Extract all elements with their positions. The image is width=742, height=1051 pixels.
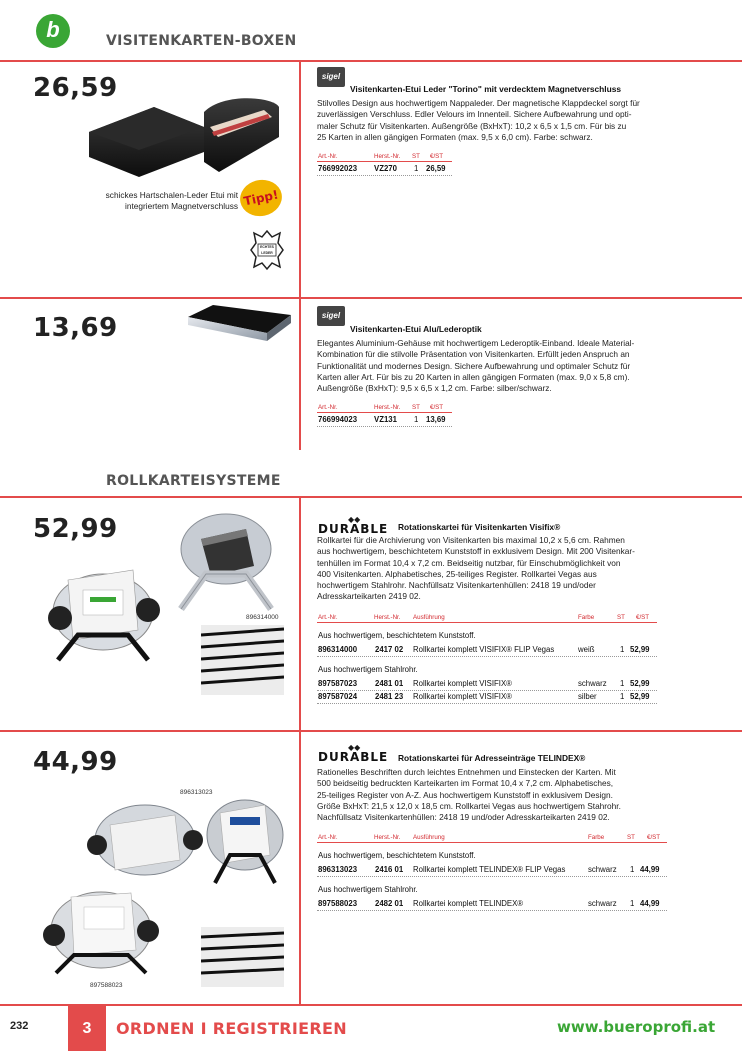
product4-row-1 <box>318 865 668 875</box>
herst-nr: 2417 02 <box>375 645 404 654</box>
desc-line: hochwertigem Stahlrohr. Nachfüllsatz Visitenkartenhüllen: 2418 19 und/oder <box>317 580 596 591</box>
th-farbe: Farbe <box>578 614 595 621</box>
brand-logo: b <box>36 14 70 48</box>
th-herst: Herst.-Nr. <box>374 614 401 621</box>
row-divider <box>317 426 452 427</box>
durable-wordmark: DURABLE <box>318 522 389 536</box>
art-nr: 896313023 <box>318 865 358 874</box>
herst-nr: VZ270 <box>374 164 397 173</box>
product3-description <box>317 535 697 603</box>
desc-line: Nachfüllsatz Visitenkartenhüllen: 2418 19 und/oder Adresskarteikarten 2419 02. <box>317 812 610 823</box>
product4-image-main <box>85 795 285 885</box>
th-art: Art.-Nr. <box>318 834 338 841</box>
art-nr: 897587024 <box>318 692 358 701</box>
product3-group2-label: Aus hochwertigem Stahlrohr. <box>318 665 418 674</box>
th-eur: €/ST <box>430 404 444 411</box>
product2-title: Visitenkarten-Etui Alu/Lederoptik <box>350 324 482 334</box>
th-eur: €/ST <box>636 614 650 621</box>
row-divider <box>317 876 667 877</box>
art-nr: 897587023 <box>318 679 358 688</box>
th-eur: €/ST <box>647 834 661 841</box>
desc-line: Karten aller Art. Für bis zu 20 Karten in allen gängigen Formaten (max. 9,0 x 5,8 cm). <box>317 371 630 382</box>
art-nr: 897588023 <box>318 899 358 908</box>
product1-row <box>318 164 446 173</box>
st: 1 <box>414 415 419 424</box>
herst-nr: 2482 01 <box>375 899 404 908</box>
th-art: Art.-Nr. <box>318 404 338 411</box>
desc-line: Kombination für die stilvolle Präsentation von Visitenkarten. Erfüllt jeden Anspruch an <box>317 349 630 360</box>
farbe: silber <box>578 692 597 701</box>
leather-icon <box>250 229 284 271</box>
art-nr: 766994023 <box>318 415 358 424</box>
table-rule <box>317 622 657 623</box>
ausfuehrung: Rollkartei komplett VISIFIX® FLIP Vegas <box>413 645 555 654</box>
ausfuehrung: Rollkartei komplett VISIFIX® <box>413 679 512 688</box>
th-eur: €/ST <box>430 153 444 160</box>
product3-image-main <box>38 540 168 665</box>
row-divider <box>317 690 657 691</box>
product3-title: Rotationskartei für Visitenkarten Visifix® <box>398 522 561 532</box>
desc-line: Funktionalität und modernes Design. Sichere Aufbewahrung und optimaler Schutz für <box>317 360 631 371</box>
product4-row-2 <box>318 899 668 909</box>
herst-nr: VZ131 <box>374 415 397 424</box>
product3-image-detail <box>201 625 284 695</box>
herst-nr: 2481 23 <box>375 692 404 701</box>
desc-line: maler Schutz für Visitenkarten. Außengröße (BxHxT): 10,2 x 6,5 x 1,5 cm. Für bis zu <box>317 120 627 131</box>
row-price: 52,99 <box>630 679 650 688</box>
product4-sku-label-1: 896313023 <box>180 789 213 796</box>
section2-divider <box>0 496 742 498</box>
row-price: 44,99 <box>640 899 660 908</box>
row-price: 44,99 <box>640 865 660 874</box>
table-rule <box>317 842 667 843</box>
page-number: 232 <box>10 1020 29 1032</box>
desc-line: 500 beidseitig bedruckten Karteikarten im Format 10,4 x 7,2 cm. Alphabetisches, <box>317 778 614 789</box>
product3-row-1 <box>318 645 658 655</box>
th-herst: Herst.-Nr. <box>374 834 401 841</box>
desc-line: 25-teiliges Register von A-Z. Aus hochwertigem Kunststoff in exklusivem Design. <box>317 789 613 800</box>
st: 1 <box>620 679 625 688</box>
product1-brand-logo: sigel <box>317 67 345 87</box>
product4-group2-label: Aus hochwertigem Stahlrohr. <box>318 885 418 894</box>
section-title-visitenkarten: VISITENKARTEN-BOXEN <box>106 33 297 49</box>
farbe: weiß <box>578 645 595 654</box>
product4-price: 44,99 <box>33 747 118 777</box>
row-price: 52,99 <box>630 692 650 701</box>
product2-brand-logo: sigel <box>317 306 345 326</box>
row-price: 52,99 <box>630 645 650 654</box>
art-nr: 766992023 <box>318 164 358 173</box>
herst-nr: 2416 01 <box>375 865 404 874</box>
th-herst: Herst.-Nr. <box>374 404 401 411</box>
desc-line: zuverlässigen Verschluss. Edler Velours im Innenteil. Sichere Aufbewahrung und opti- <box>317 109 632 120</box>
row-divider <box>317 910 667 911</box>
chapter-number: 3 <box>68 1006 106 1051</box>
product3-sku-label: 896314000 <box>246 614 279 621</box>
product-divider <box>0 730 742 732</box>
table-rule <box>317 161 452 162</box>
st: 1 <box>620 692 625 701</box>
column-divider-top <box>299 60 301 450</box>
th-ausf: Ausführung <box>413 614 445 621</box>
desc-line: 25 Karten in allen gängigen Formaten (max. 9,5 x 6,0 cm). Farbe: schwarz. <box>317 131 593 142</box>
desc-line: Adresskarteikarten 2419 02. <box>317 591 421 602</box>
product4-sku-label-2: 897588023 <box>90 982 123 989</box>
product1-title: Visitenkarten-Etui Leder "Torino" mit verdecktem Magnetverschluss <box>350 84 622 94</box>
th-st: ST <box>412 404 420 411</box>
th-ausf: Ausführung <box>413 834 445 841</box>
product1-price: 26,59 <box>33 73 118 103</box>
tipp-badge: Tipp! <box>237 176 286 220</box>
farbe: schwarz <box>578 679 607 688</box>
product4-brand-logo <box>316 743 396 764</box>
chapter-title: ORDNEN I REGISTRIEREN <box>116 1019 347 1038</box>
header-divider <box>0 60 742 62</box>
desc-line: Rollkartei für die Archivierung von Visitenkarten bis maximal 10,2 x 5,6 cm. Rahmen <box>317 535 625 545</box>
durable-arrows-icon: ◆◆ <box>348 515 361 524</box>
product3-image-silver <box>166 504 286 616</box>
art-nr: 896314000 <box>318 645 358 654</box>
product4-title: Rotationskartei für Adresseinträge TELINDEX® <box>398 753 586 763</box>
section-title-rollkartei: ROLLKARTEISYSTEME <box>106 473 281 489</box>
product2-description <box>317 338 697 394</box>
desc-line: Elegantes Aluminium-Gehäuse mit hochwertigem Lederoptik-Einband. Ideale Material- <box>317 338 635 348</box>
product1-caption-line2: integriertem Magnetverschluss <box>125 201 238 211</box>
product4-image-detail <box>201 927 284 987</box>
table-rule <box>317 412 452 413</box>
product1-caption-line1: schickes Hartschalen-Leder Etui mit <box>105 190 238 200</box>
durable-arrows-icon: ◆◆ <box>348 743 361 752</box>
desc-line: Stilvolles Design aus hochwertigem Nappaleder. Der magnetische Klappdeckel sorgt für <box>317 98 640 108</box>
th-st: ST <box>412 153 420 160</box>
th-herst: Herst.-Nr. <box>374 153 401 160</box>
row-divider <box>317 175 452 176</box>
row-divider <box>317 703 657 704</box>
product4-description <box>317 767 697 823</box>
desc-line: 400 Visitenkarten. Alphabetisches, 25-teiliges Register. Rollkartei Vegas aus <box>317 568 597 579</box>
column-divider-bottom <box>299 496 301 1004</box>
desc-line: Rationelles Beschriften durch leichtes Entnehmen und Einstecken der Karten. Mit <box>317 767 616 777</box>
product4-image-secondary <box>36 875 166 975</box>
desc-line: aus hochwertigem, beschichtetem Kunststoff in exklusivem Design. Mit 200 Visitenkar- <box>317 546 635 557</box>
desc-line: tenhüllen im Format 10,4 x 7,2 cm. Beidseitig nutzbar, für Einschubmöglichkeit von <box>317 557 621 568</box>
st: 1 <box>630 899 635 908</box>
st: 1 <box>630 865 635 874</box>
product-divider <box>0 297 742 299</box>
ausfuehrung: Rollkartei komplett VISIFIX® <box>413 692 512 701</box>
farbe: schwarz <box>588 865 617 874</box>
desc-line: Außengröße (BxHxT): 9,5 x 6,5 x 1,2 cm. Farbe: silber/schwarz. <box>317 383 552 394</box>
product2-image <box>183 303 293 343</box>
product2-row <box>318 415 446 424</box>
herst-nr: 2481 01 <box>375 679 404 688</box>
row-price: 26,59 <box>426 164 446 173</box>
durable-wordmark: DURABLE <box>318 750 389 764</box>
product3-row-2 <box>318 679 658 689</box>
th-art: Art.-Nr. <box>318 614 338 621</box>
row-divider <box>317 656 657 657</box>
st: 1 <box>414 164 419 173</box>
product1-image <box>84 92 284 177</box>
ausfuehrung: Rollkartei komplett TELINDEX® FLIP Vegas <box>413 865 566 874</box>
product1-caption <box>60 190 238 212</box>
row-price: 13,69 <box>426 415 446 424</box>
th-st: ST <box>617 614 625 621</box>
desc-line: Größe BxHxT: 21,5 x 12,0 x 18,5 cm. Rollkartei Vegas aus hochwertigem Stahrohr. <box>317 800 621 811</box>
th-art: Art.-Nr. <box>318 153 338 160</box>
footer-url[interactable]: www.bueroprofi.at <box>557 1018 716 1036</box>
product4-group1-label: Aus hochwertigem, beschichtetem Kunststoff. <box>318 851 476 860</box>
th-st: ST <box>627 834 635 841</box>
leather-label: ECHTES LEDER <box>260 245 274 255</box>
product3-price: 52,99 <box>33 514 118 544</box>
ausfuehrung: Rollkartei komplett TELINDEX® <box>413 899 524 908</box>
th-farbe: Farbe <box>588 834 605 841</box>
farbe: schwarz <box>588 899 617 908</box>
product1-description <box>317 98 697 143</box>
footer-divider <box>0 1004 742 1006</box>
st: 1 <box>620 645 625 654</box>
product3-brand-logo <box>316 515 396 536</box>
product2-price: 13,69 <box>33 313 118 343</box>
product3-group1-label: Aus hochwertigem, beschichtetem Kunststoff. <box>318 631 476 640</box>
product3-row-3 <box>318 692 658 702</box>
